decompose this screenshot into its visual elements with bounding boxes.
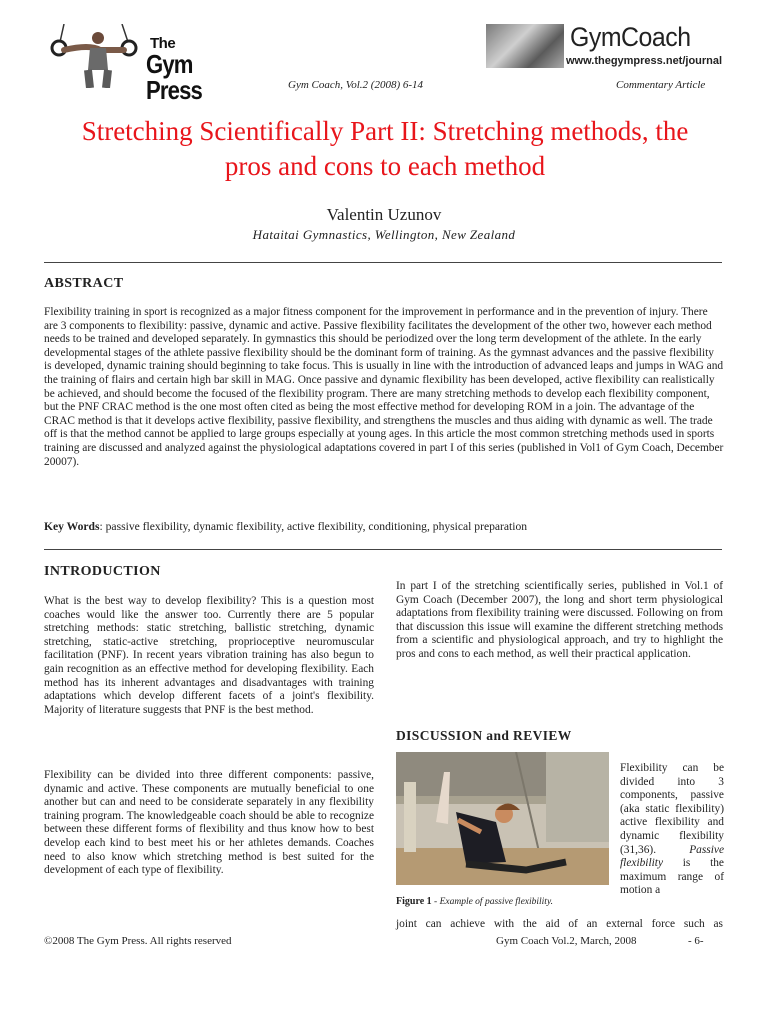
- figure-label: Figure 1: [396, 896, 432, 907]
- abstract-heading: ABSTRACT: [44, 276, 124, 291]
- figure-1-caption: [396, 896, 553, 907]
- introduction-heading: INTRODUCTION: [44, 564, 161, 579]
- logo-the-text: The: [150, 35, 176, 52]
- paper-title: Stretching Scientifically Part II: Stretching methods, the pros and cons to each method: [81, 116, 689, 181]
- gym-press-logo: [50, 24, 260, 105]
- divider: [44, 262, 722, 263]
- keywords: [44, 520, 724, 533]
- gym-coach-wordmark: GymCoach: [570, 22, 691, 52]
- logo-gym-press-text: Gym Press: [146, 49, 202, 105]
- figure-1-image: [396, 752, 609, 885]
- journal-reference: Gym Coach, Vol.2 (2008) 6-14: [288, 79, 424, 91]
- keywords-list: : passive flexibility, dynamic flexibility, active flexibility, conditioning, physical preparation: [99, 520, 528, 533]
- page-number: - 6-: [688, 935, 704, 947]
- right-column-continuation: joint can achieve with the aid of an external force such as: [396, 918, 723, 930]
- side-text-italic: Passive flexibility: [620, 843, 724, 870]
- introduction-paragraph-2: Flexibility can be divided into three different components: passive, dynamic and active. These components are mutually beneficial to one another but can and need to be considerate separately in any flexibility training program. The knowledgeable coach should be able to recognize between these different forms of flexibility and thus know how to best develop each kind to best meet his or her athletes demands. Coaches need to also know which stretching method is best suited for the development of each type of flexibility.: [44, 769, 374, 877]
- article-type: Commentary Article: [616, 79, 706, 91]
- side-text-part-1: Flexibility can be divided into 3 components, passive (aka static flexibility) active flexibility and dynamic flexibility (31,36).: [620, 762, 724, 856]
- author-name: Valentin Uzunov: [326, 205, 442, 224]
- gym-press-wordmark: [146, 36, 260, 103]
- journal-url: www.thegympress.net/journal: [566, 55, 723, 67]
- copyright-footer: ©2008 The Gym Press. All rights reserved: [44, 935, 232, 947]
- discussion-heading: DISCUSSION and REVIEW: [396, 728, 572, 743]
- journal-footer: Gym Coach Vol.2, March, 2008: [496, 935, 637, 947]
- side-text-part-2: is the maximum range of motion a: [620, 857, 724, 897]
- keywords-label: Key Words: [44, 520, 100, 533]
- gym-coach-logo: [486, 24, 726, 70]
- introduction-paragraph-1: What is the best way to develop flexibility? This is a question most coaches would like the answer too. Currently there are 5 popular stretching methods: static stretching, ballistic stretching, dynamic stretching, static-active stretching, proprioceptive neuromuscular facilitation (PNF). In recent years vibration training has also begun to gain recognition as an effective method for developing flexibility. Each method has its inherent advantages and disadvantages with training adaptations which develop different facets of a joint's flexibility. Majority of literature suggests that PNF is the best method.: [44, 595, 374, 716]
- abstract-text: Flexibility training in sport is recognized as a major fitness component for the improvement in performance and in the prevention of injury. There are 3 components to flexibility: passive, dynamic and active. Passive flexibility facilitates the development of the other two, however each method needs to be trained and developed separately. In gymnastics this should be periodized over the long term development of the athlete. In the early developmental stages of the athlete passive flexibility should be the dominant form of training. As the gymnast advances and the passive flexibility is developed, dynamic training should beginning to take focus. This is usually in line with the introduction of advanced leaps and jumps in WAG and the training of flairs and certain high bar skill in MAG. Once passive and dynamic flexibility has been developed, active flexibility can realistically be achieved, and should become the focused of the flexibility program. There are many stretching methods to develop each flexibility component, but the PNF CRAC method is the one most often cited as being the most effective method for developing ROM in a join. The advantage of the CRAC method is that it develops active flexibility, passive flexibility, and strengthens the muscles and thus aiding with dynamic as well. The trade off is that the method cannot be applied to large groups especially at young ages. In this article the most common stretching methods used in sports training are discussed and analyzed against the physiological adaptations covered in part I of this series (published in Vol1 of Gym Coach, December 20007).: [44, 306, 724, 468]
- right-column-paragraph: In part I of the stretching scientifically series, published in Vol.1 of Gym Coach (December 2007), the long and short term physiological adaptations from flexibility training were discussed. Following on from that discussion this issue will examine the different stretching methods from a scientific and physiological approach, and try to highlight the pros and cons to each method, as well their practical application.: [396, 580, 723, 660]
- figure-side-text: [620, 762, 724, 898]
- divider: [44, 549, 722, 550]
- author-affiliation: Hataitai Gymnastics, Wellington, New Zealand: [252, 227, 516, 242]
- gymnast-rings-image: [50, 24, 142, 88]
- gym-coach-logo-image: [486, 24, 564, 68]
- figure-caption-text: - Example of passive flexibility.: [431, 897, 554, 907]
